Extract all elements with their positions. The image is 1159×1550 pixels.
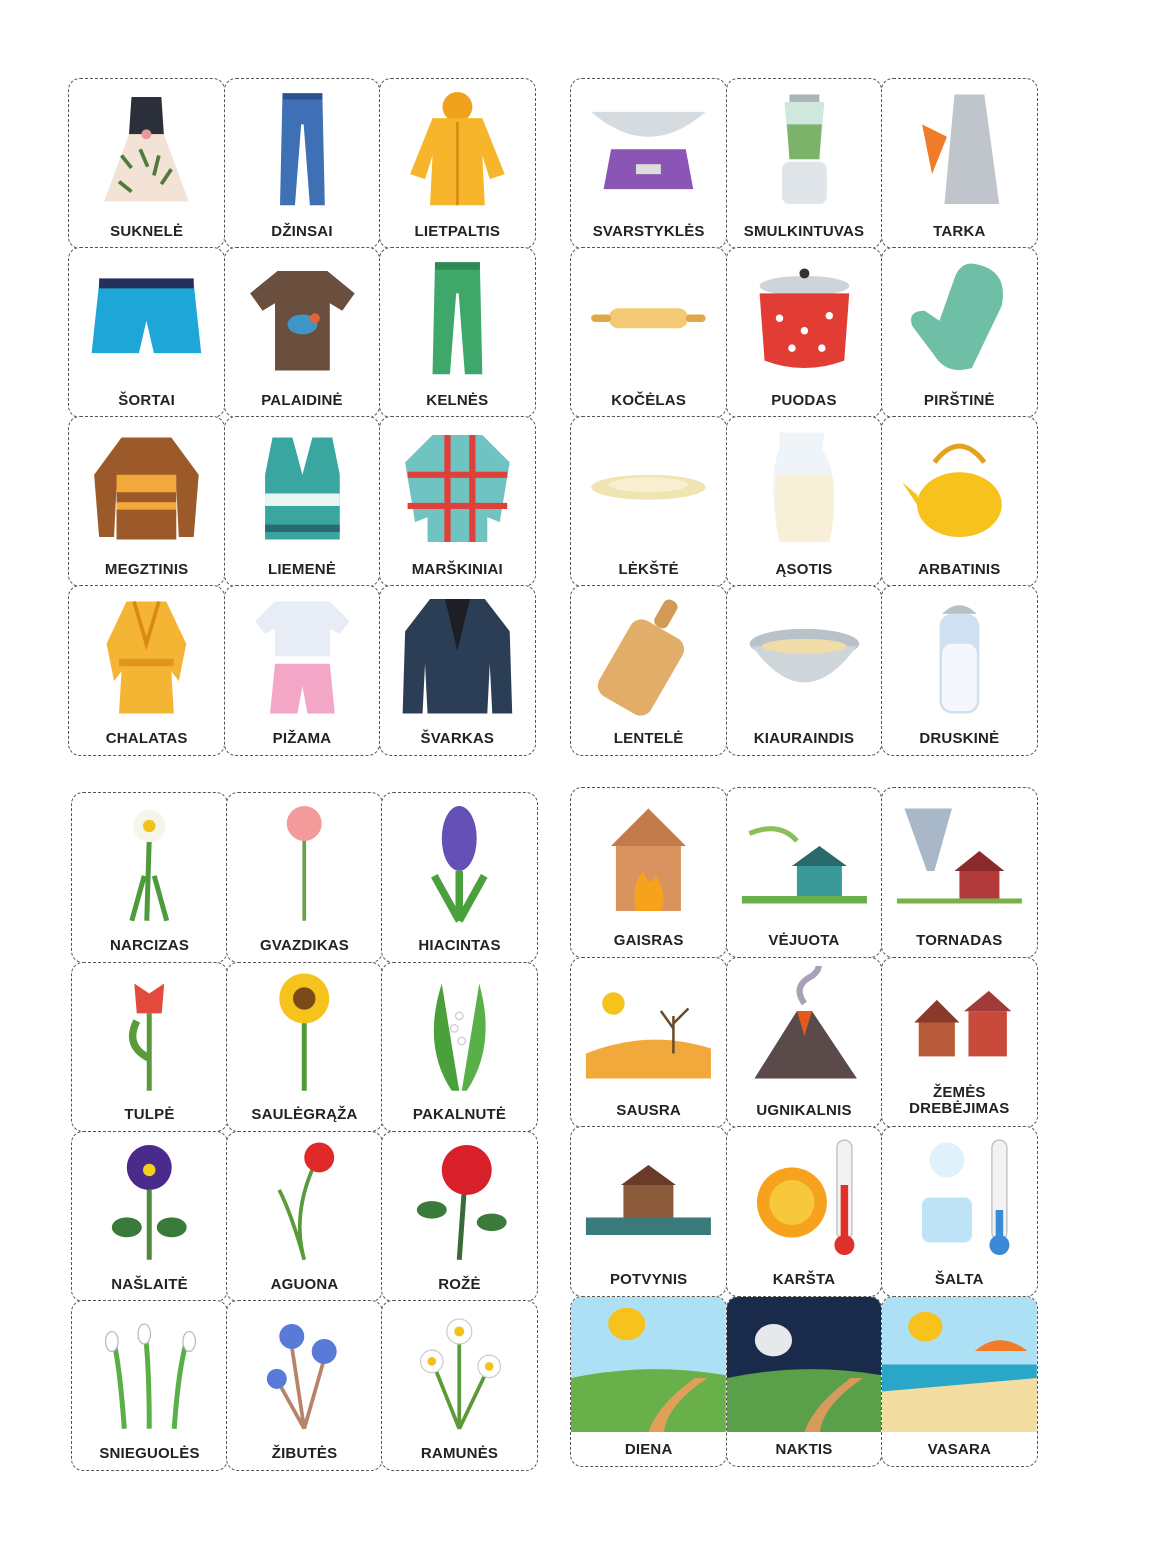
hepatica-icon — [235, 1309, 374, 1434]
card-jeans[interactable] — [224, 78, 381, 249]
card-label: RAMUNĖS — [420, 1444, 499, 1462]
card-label: LIETPALTIS — [414, 222, 501, 240]
card-label: PAKALNUTĖ — [412, 1106, 507, 1124]
trousers-icon — [388, 256, 527, 381]
flood-icon — [579, 1135, 718, 1260]
card-snowdrop[interactable] — [71, 1300, 228, 1471]
card-label: PIŽAMA — [272, 729, 332, 747]
card-pansy[interactable] — [71, 1131, 228, 1302]
chamomile-icon — [390, 1309, 529, 1434]
card-label: PIRŠTINĖ — [923, 391, 995, 409]
card-label: SVARSTYKLĖS — [592, 222, 705, 240]
card-rolling-pin[interactable] — [570, 247, 727, 418]
card-hyacinth[interactable] — [381, 792, 538, 963]
raincoat-icon — [388, 87, 527, 212]
card-house-fire[interactable] — [570, 787, 727, 958]
carnation-icon — [235, 801, 374, 926]
card-label-line2: DREBĖJIMAS — [909, 1099, 1010, 1117]
clothes-sheet — [69, 79, 535, 755]
vest-icon — [233, 425, 372, 550]
daffodil-icon — [80, 801, 219, 926]
card-tshirt[interactable] — [224, 247, 381, 418]
card-label-line1: ŽEMĖS — [932, 1083, 986, 1101]
card-tulip[interactable] — [71, 962, 228, 1133]
card-earthquake[interactable] — [881, 957, 1038, 1128]
night-landscape-icon — [727, 1297, 882, 1432]
card-label: TORNADAS — [916, 932, 1003, 950]
card-label: LIEMENĖ — [267, 560, 337, 578]
card-trousers[interactable] — [379, 247, 536, 418]
card-poppy[interactable] — [226, 1131, 383, 1302]
beach-summer-icon — [882, 1297, 1037, 1432]
ice-thermometer-icon — [890, 1135, 1029, 1260]
card-label: GVAZDIKAS — [259, 937, 350, 954]
volcano-icon — [735, 966, 874, 1091]
card-label: KARŠTA — [772, 1271, 836, 1289]
card-label: TULPĖ — [124, 1106, 175, 1124]
poppy-icon — [235, 1140, 374, 1265]
card-label: PALAIDINĖ — [261, 391, 343, 409]
card-label: SAUSRA — [616, 1101, 681, 1119]
plate-icon — [579, 425, 718, 550]
hyacinth-icon — [390, 801, 529, 926]
rolling-pin-icon — [579, 256, 718, 381]
jeans-icon — [233, 87, 372, 212]
snowdrop-icon — [80, 1309, 219, 1434]
lily-of-valley-icon — [390, 971, 529, 1096]
day-landscape-icon — [571, 1297, 726, 1432]
tornado-icon — [890, 796, 1029, 921]
jug-icon — [735, 425, 874, 550]
card-label: POTVYNIS — [609, 1271, 688, 1289]
card-chamomile[interactable] — [381, 1300, 538, 1471]
shirt-icon — [388, 425, 527, 550]
weather-sheet — [571, 788, 1037, 1466]
flowers-sheet — [72, 793, 537, 1470]
card-lily-of-valley[interactable] — [381, 962, 538, 1133]
card-shirt[interactable] — [379, 416, 536, 587]
card-label: VĖJUOTA — [768, 932, 840, 950]
card-plate[interactable] — [570, 416, 727, 587]
card-label: ROŽĖ — [438, 1275, 481, 1293]
card-label: DŽINSAI — [271, 222, 333, 240]
card-cold[interactable] — [881, 1126, 1038, 1297]
card-vest[interactable] — [224, 416, 381, 587]
card-label: VASARA — [927, 1440, 992, 1458]
card-label: ŠVARKAS — [420, 729, 495, 747]
card-teapot[interactable] — [881, 416, 1038, 587]
card-label: GAISRAS — [613, 932, 684, 950]
card-label: ŽIBUTĖS — [271, 1444, 338, 1462]
card-label: KOČĖLAS — [611, 391, 687, 409]
pansy-icon — [80, 1140, 219, 1265]
card-pot[interactable] — [726, 247, 883, 418]
card-label: ŠORTAI — [118, 391, 176, 409]
card-night[interactable] — [726, 1296, 883, 1467]
card-dress[interactable] — [68, 78, 225, 249]
card-label: ĄSOTIS — [775, 560, 833, 578]
oven-mitt-icon — [890, 256, 1029, 381]
card-day[interactable] — [570, 1296, 727, 1467]
grater-icon — [890, 87, 1029, 212]
card-raincoat[interactable] — [379, 78, 536, 249]
earthquake-icon — [890, 966, 1029, 1079]
card-label: DIENA — [624, 1440, 673, 1458]
colander-icon — [735, 594, 874, 719]
card-colander[interactable] — [726, 585, 883, 756]
card-scale[interactable] — [570, 78, 727, 249]
card-label: UGNIKALNIS — [756, 1101, 852, 1119]
card-label: SAULĖGRĄŽA — [251, 1106, 358, 1124]
card-hepatica[interactable] — [226, 1300, 383, 1471]
scale-icon — [579, 87, 718, 212]
card-label: ŠALTA — [934, 1271, 984, 1289]
card-jacket[interactable] — [379, 585, 536, 756]
sweater-icon — [77, 425, 216, 550]
dress-icon — [77, 87, 216, 212]
card-label: ARBATINIS — [918, 560, 1001, 578]
rose-icon — [390, 1140, 529, 1265]
card-label: LENTELĖ — [613, 729, 684, 747]
card-blender[interactable] — [726, 78, 883, 249]
card-label: PUODAS — [771, 391, 837, 409]
card-label: LĖKŠTĖ — [618, 560, 679, 578]
card-label: HIACINTAS — [418, 937, 501, 954]
card-label: TARKA — [933, 222, 986, 240]
card-tornado[interactable] — [881, 787, 1038, 958]
card-daffodil[interactable] — [71, 792, 228, 963]
blender-icon — [735, 87, 874, 212]
card-label: AGUONA — [270, 1275, 339, 1293]
card-summer[interactable] — [881, 1296, 1038, 1467]
card-label: NAŠLAITĖ — [111, 1275, 188, 1293]
hot-sun-thermometer-icon — [735, 1135, 874, 1260]
salt-shaker-icon — [890, 594, 1029, 719]
card-flood[interactable] — [570, 1126, 727, 1297]
pot-icon — [735, 256, 874, 381]
card-bathrobe[interactable] — [68, 585, 225, 756]
card-volcano[interactable] — [726, 957, 883, 1128]
card-label: SNIEGUOLĖS — [99, 1444, 200, 1462]
card-sweater[interactable] — [68, 416, 225, 587]
card-label: KELNĖS — [426, 391, 489, 409]
card-carnation[interactable] — [226, 792, 383, 963]
card-label: SMULKINTUVAS — [743, 222, 865, 240]
card-label: NAKTIS — [775, 1440, 833, 1458]
card-label: CHALATAS — [105, 729, 188, 747]
card-windy[interactable] — [726, 787, 883, 958]
jacket-icon — [388, 594, 527, 719]
card-label: MEGZTINIS — [104, 560, 189, 578]
cutting-board-icon — [579, 594, 718, 719]
card-label — [884, 1085, 1035, 1117]
card-oven-mitt[interactable] — [881, 247, 1038, 418]
teapot-icon — [890, 425, 1029, 550]
card-drought[interactable] — [570, 957, 727, 1128]
card-grater[interactable] — [881, 78, 1038, 249]
bathrobe-icon — [77, 594, 216, 719]
card-jug[interactable] — [726, 416, 883, 587]
house-fire-icon — [579, 796, 718, 921]
card-hot[interactable] — [726, 1126, 883, 1297]
tulip-icon — [80, 971, 219, 1096]
tshirt-icon — [233, 256, 372, 381]
card-label: NARCIZAS — [109, 937, 190, 954]
shorts-icon — [77, 256, 216, 381]
card-cutting-board[interactable] — [570, 585, 727, 756]
card-sunflower[interactable] — [226, 962, 383, 1133]
card-label: MARŠKINIAI — [411, 560, 503, 578]
card-label: KIAURAINDIS — [753, 729, 855, 747]
card-pajamas[interactable] — [224, 585, 381, 756]
card-rose[interactable] — [381, 1131, 538, 1302]
card-label: DRUSKINĖ — [919, 729, 1000, 747]
windy-house-icon — [735, 796, 874, 921]
card-salt-shaker[interactable] — [881, 585, 1038, 756]
pajamas-icon — [233, 594, 372, 719]
kitchen-sheet — [571, 79, 1037, 755]
card-shorts[interactable] — [68, 247, 225, 418]
sunflower-icon — [235, 971, 374, 1096]
drought-icon — [579, 966, 718, 1091]
card-label: SUKNELĖ — [110, 222, 184, 240]
